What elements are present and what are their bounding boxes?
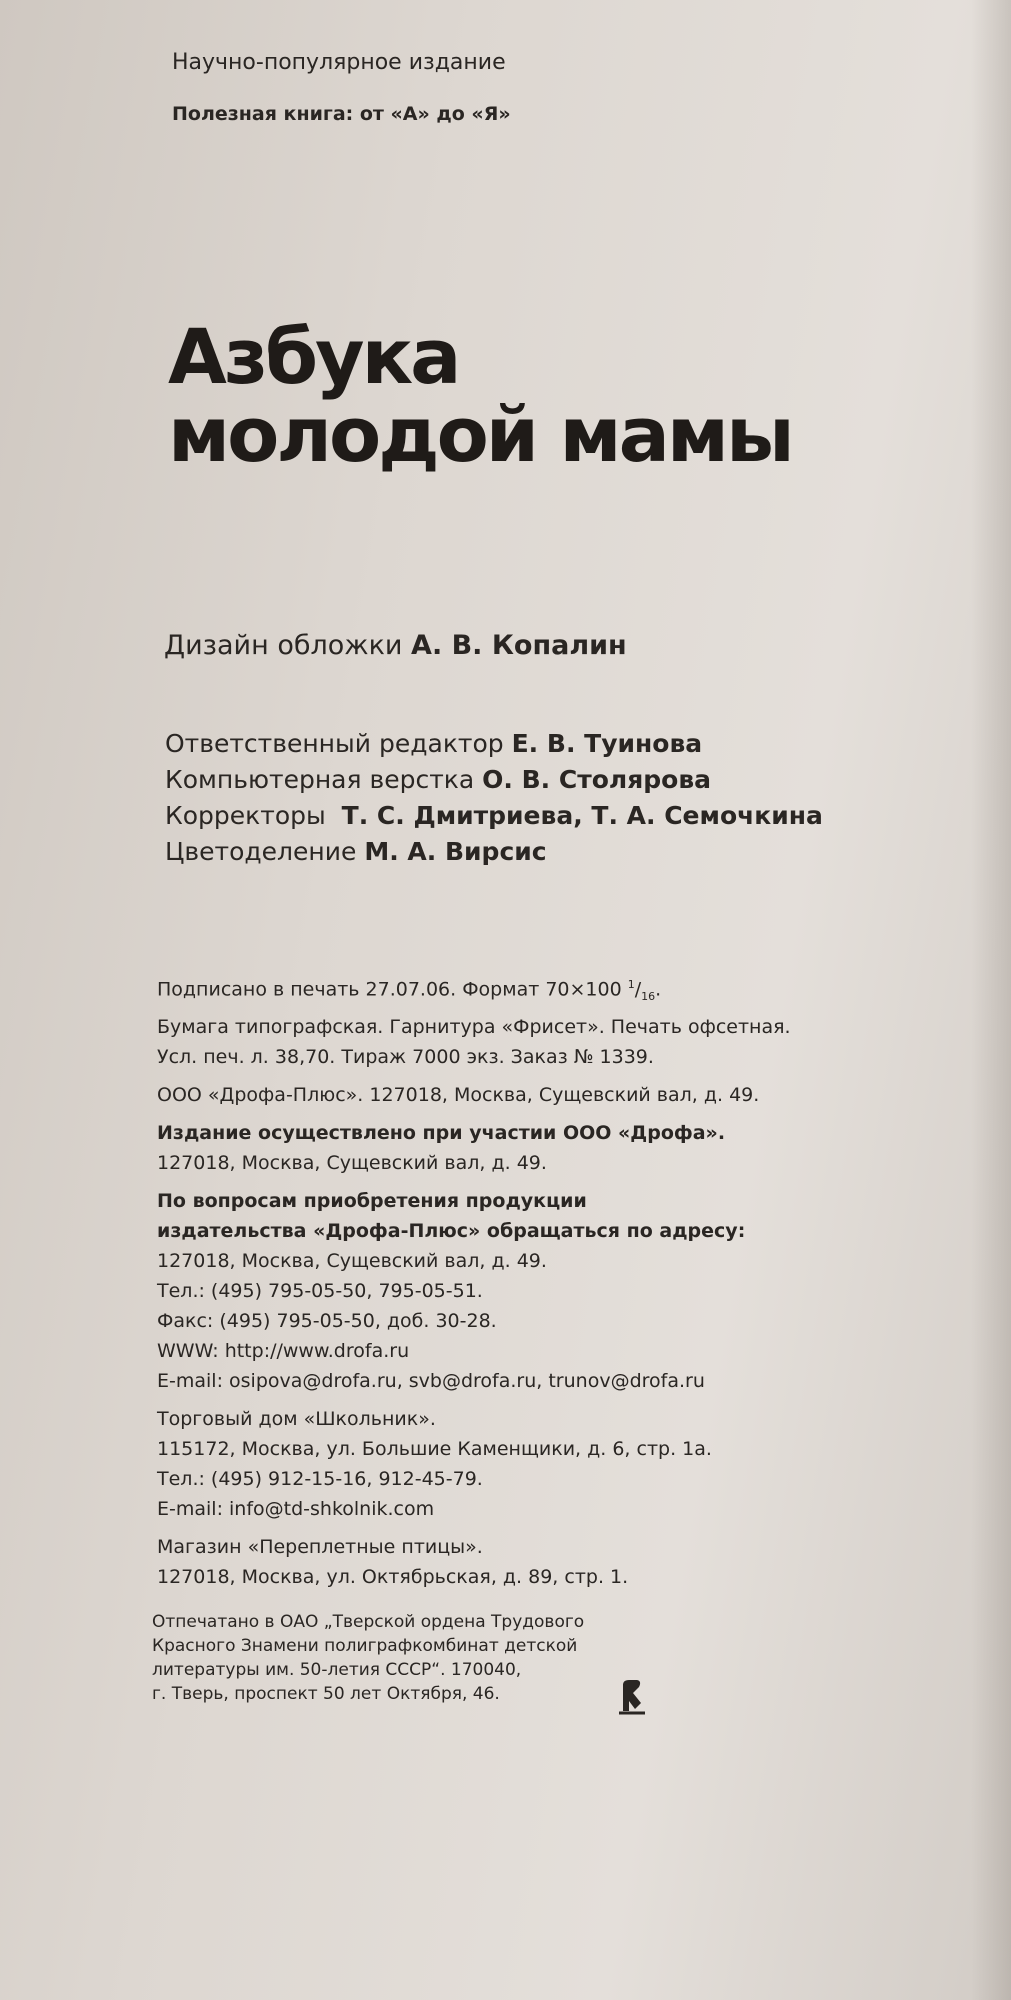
staff-name: О. В. Столярова [482, 765, 712, 794]
staff-row [165, 834, 823, 870]
printer-line: г. Тверь, проспект 50 лет Октября, 46. [152, 1684, 500, 1704]
print-specs [157, 970, 791, 1072]
staff-row [165, 762, 823, 798]
paper-line: Бумага типографская. Гарнитура «Фрисет». Печать офсетная. [157, 1016, 791, 1039]
purchase-address: 127018, Москва, Сущевский вал, д. 49. [157, 1250, 547, 1273]
staff-name: Т. С. Дмитриева, Т. А. Семочкина [341, 801, 823, 830]
edition-type: Научно-популярное издание [172, 50, 506, 75]
shop-address: 127018, Москва, ул. Октябрьская, д. 89, стр. 1. [157, 1566, 629, 1589]
imprint-block [157, 970, 791, 1600]
cover-design-label: Дизайн обложки [164, 630, 403, 661]
printer-line: Красного Знамени полиграфкомбинат детской [152, 1636, 578, 1656]
staff-role: Ответственный редактор [165, 729, 504, 758]
partner-block [157, 1118, 791, 1178]
printer-info [152, 1610, 584, 1706]
shop-block [157, 1532, 791, 1592]
purchase-title-2: издательства «Дрофа-Плюс» обращаться по адресу: [157, 1220, 746, 1243]
book-title-line-1: Азбука [168, 312, 459, 401]
trade-house-email: E-mail: info@td-shkolnik.com [157, 1498, 435, 1521]
staff-credits [165, 726, 823, 870]
staff-role: Компьютерная верстка [165, 765, 475, 794]
page-edge-shadow [971, 0, 1011, 2000]
purchase-fax: Факс: (495) 795-05-50, доб. 30-28. [157, 1310, 497, 1333]
trade-house-name: Торговый дом «Школьник». [157, 1408, 436, 1431]
staff-row [165, 726, 823, 762]
staff-role: Корректоры [165, 801, 326, 830]
book-title-line-2: молодой мамы [168, 390, 792, 479]
partner-title: Издание осуществлено при участии ООО «Дрофа». [157, 1122, 726, 1145]
series-name: Полезная книга: от «А» до «Я» [172, 103, 511, 125]
staff-name: Е. В. Туинова [511, 729, 703, 758]
publisher-address: ООО «Дрофа-Плюс». 127018, Москва, Сущевский вал, д. 49. [157, 1084, 760, 1107]
purchase-block [157, 1186, 791, 1396]
trade-house-phone: Тел.: (495) 912-15-16, 912-45-79. [157, 1468, 483, 1491]
purchase-website: WWW: http://www.drofa.ru [157, 1340, 410, 1363]
purchase-title-1: По вопросам приобретения продукции [157, 1190, 587, 1213]
cover-designer-name: А. В. Копалин [411, 630, 627, 661]
staff-name: М. А. Вирсис [364, 837, 547, 866]
cover-design-credit [164, 630, 627, 661]
trade-house-address: 115172, Москва, ул. Большие Каменщики, д. 6, стр. 1а. [157, 1438, 712, 1461]
partner-address: 127018, Москва, Сущевский вал, д. 49. [157, 1152, 547, 1175]
purchase-email: E-mail: osipova@drofa.ru, svb@drofa.ru, trunov@drofa.ru [157, 1370, 705, 1393]
purchase-phone: Тел.: (495) 795-05-50, 795-05-51. [157, 1280, 483, 1303]
book-title [168, 312, 792, 479]
staff-role: Цветоделение [165, 837, 357, 866]
printer-logo-icon [617, 1677, 647, 1715]
printer-line: литературы им. 50-летия СССР“. 170040, [152, 1660, 522, 1680]
trade-house-block [157, 1404, 791, 1524]
printer-line: Отпечатано в ОАО „Тверской ордена Трудового [152, 1612, 585, 1632]
signed-line: Подписано в печать 27.07.06. Формат 70×100 $^1/_{16}$. [157, 978, 662, 1004]
staff-row [165, 798, 823, 834]
sheets-line: Усл. печ. л. 38,70. Тираж 7000 экз. Заказ № 1339. [157, 1046, 654, 1069]
shop-name: Магазин «Переплетные птицы». [157, 1536, 483, 1559]
